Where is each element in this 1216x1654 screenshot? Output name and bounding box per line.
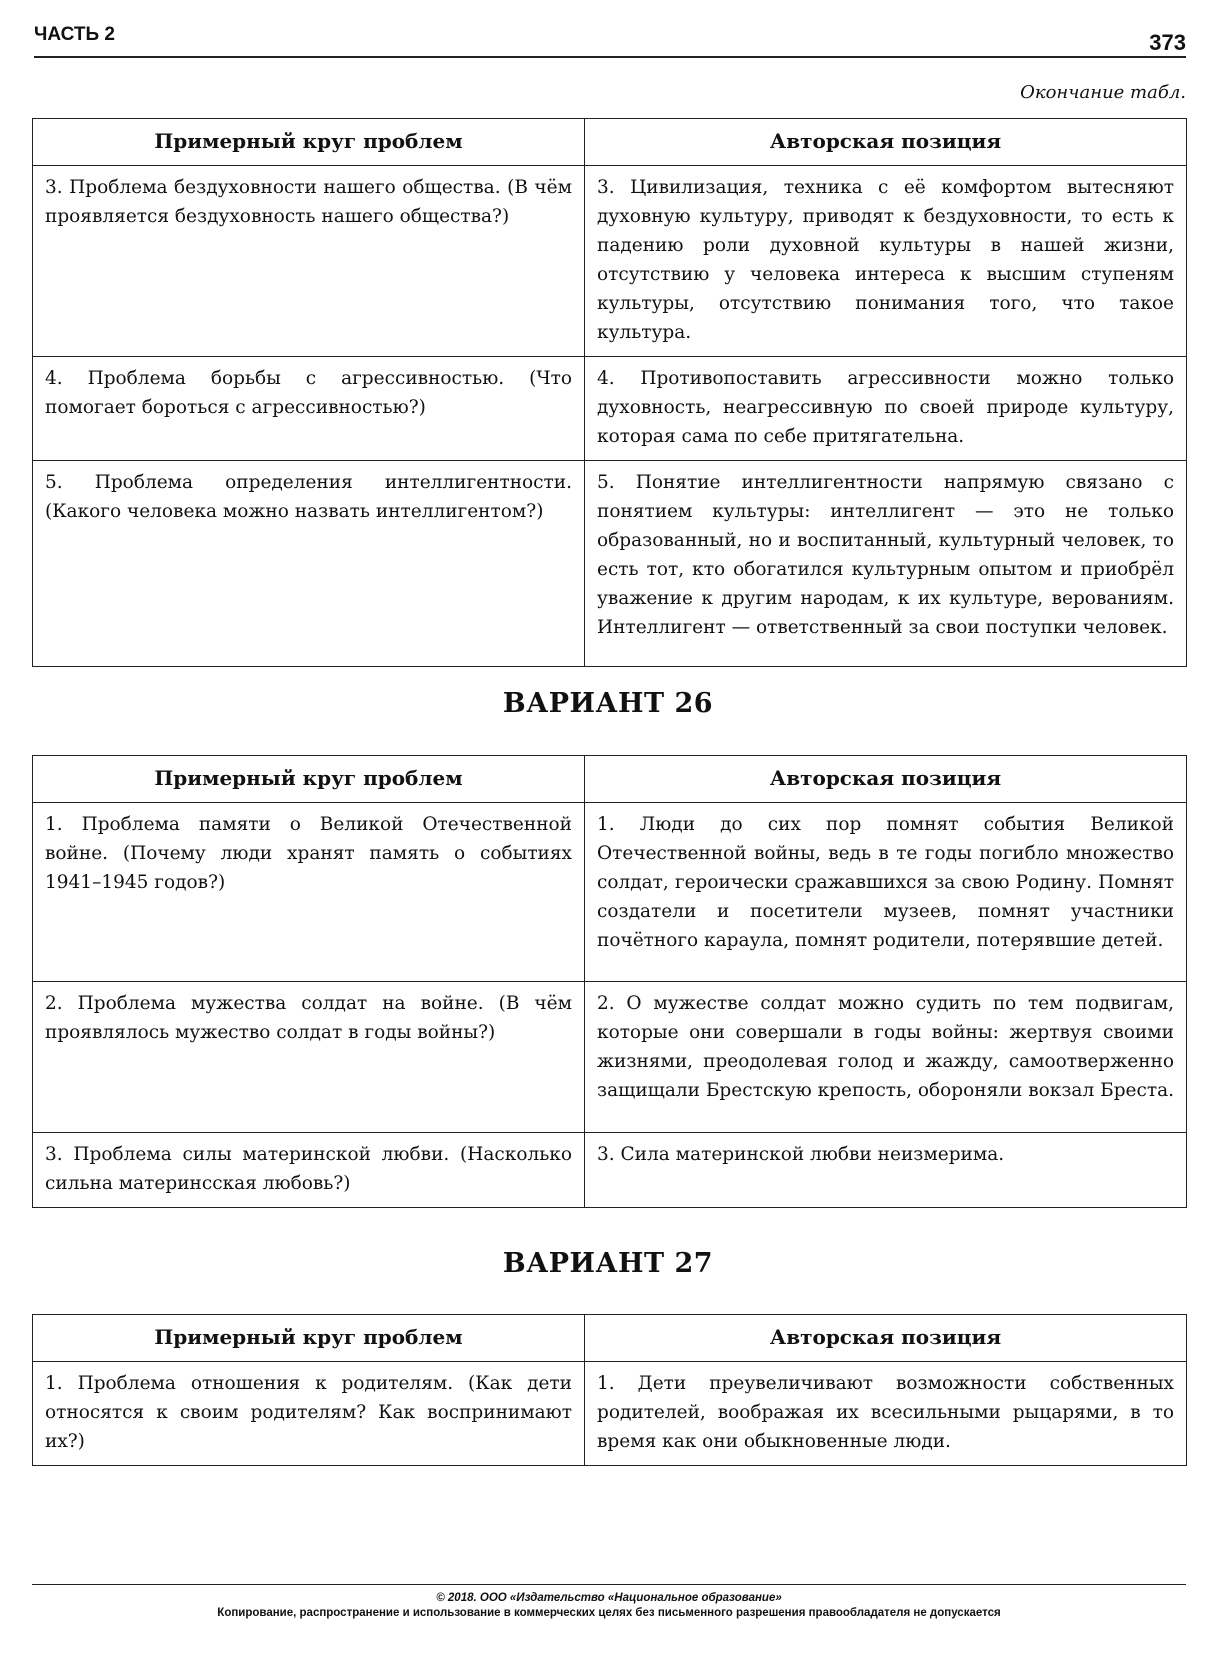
variant-27-heading: ВАРИАНТ 27 [502, 1248, 714, 1279]
problem-cell: 1. Проблема памяти о Великой Отечественной войне. (Почему люди хранят память о событиях 1941–1945 годов?) [33, 803, 585, 982]
variant-26-heading: ВАРИАНТ 26 [502, 688, 714, 719]
table-header-row [33, 756, 1187, 803]
position-cell: 3. Цивилизация, техника с её комфортом вытесняют духовную культуру, приводят к бездуховности, то есть к падению роли духовной культуры в нашей жизни, отсутствию у человека интереса к высшим ступеням культуры, отсутствию понимания того, что такое культура. [585, 166, 1187, 357]
running-head [34, 22, 1186, 58]
table-row [33, 1133, 1187, 1208]
column-header-position: Авторская позиция [585, 1315, 1187, 1362]
part-label: ЧАСТЬ 2 [34, 24, 115, 45]
position-cell: 1. Дети преувеличивают возможности собственных родителей, воображая их всесильными рыцарями, в то время как они обыкновенные люди. [585, 1362, 1187, 1466]
table-variant-27 [32, 1314, 1187, 1466]
problem-cell: 4. Проблема борьбы с агрессивностью. (Что помогает бороться с агрессивностью?) [33, 357, 585, 461]
problem-cell: 2. Проблема мужества солдат на войне. (В чём проявлялось мужество солдат в годы войны?) [33, 982, 585, 1133]
table-header-row [33, 119, 1187, 166]
column-header-problems: Примерный круг проблем [33, 119, 585, 166]
position-cell: 4. Противопоставить агрессивности можно только духовность, неагрессивную по своей природе культуру, которая сама по себе притягательна. [585, 357, 1187, 461]
position-cell: 1. Люди до сих пор помнят события Великой Отечественной войны, ведь в те годы погибло множество солдат, героически сражавшихся за свою Родину. Помнят создатели и посетители музеев, помнят участники почётного караула, помнят родители, потерявшие детей. [585, 803, 1187, 982]
problem-cell: 3. Проблема бездуховности нашего общества. (В чём проявляется бездуховность нашего общества?) [33, 166, 585, 357]
footer-notice: Копирование, распространение и использование в коммерческих целях без письменного разрешения правообладателя не допускается [217, 1607, 1001, 1619]
table-variant-26 [32, 755, 1187, 1208]
page-number: 373 [1149, 30, 1186, 55]
table-continuation-label: Окончание табл. [1020, 82, 1186, 103]
position-cell: 2. О мужестве солдат можно судить по тем подвигам, которые они совершали в годы войны: жертвуя своими жизнями, преодолевая голод и жажду, самоотверженно защищали Брестскую крепость, обороняли вокзал Бреста. [585, 982, 1187, 1133]
position-cell: 3. Сила материнской любви неизмерима. [585, 1133, 1187, 1208]
table-row [33, 461, 1187, 667]
table-continued [32, 118, 1187, 667]
table-row [33, 803, 1187, 982]
page-footer [32, 1584, 1186, 1621]
table-header-row [33, 1315, 1187, 1362]
column-header-problems: Примерный круг проблем [33, 1315, 585, 1362]
column-header-position: Авторская позиция [585, 756, 1187, 803]
position-cell: 5. Понятие интеллигентности напрямую связано с понятием культуры: интеллигент — это не только образованный, но и воспитанный, культурный человек, то есть тот, кто обогатился культурным опытом и приобрёл уважение к другим народам, к их культуре, верованиям. Интеллигент — ответственный за свои поступки человек. [585, 461, 1187, 667]
problem-cell: 5. Проблема определения интеллигентности. (Какого человека можно назвать интеллигентом?) [33, 461, 585, 667]
footer-copyright: © 2018. ООО «Издательство «Национальное образование» [436, 1592, 782, 1604]
column-header-problems: Примерный круг проблем [33, 756, 585, 803]
table-row [33, 357, 1187, 461]
problem-cell: 3. Проблема силы материнской любви. (Насколько сильна материнсская любовь?) [33, 1133, 585, 1208]
column-header-position: Авторская позиция [585, 119, 1187, 166]
table-row [33, 166, 1187, 357]
table-row [33, 982, 1187, 1133]
table-row [33, 1362, 1187, 1466]
problem-cell: 1. Проблема отношения к родителям. (Как дети относятся к своим родителям? Как воспринимают их?) [33, 1362, 585, 1466]
